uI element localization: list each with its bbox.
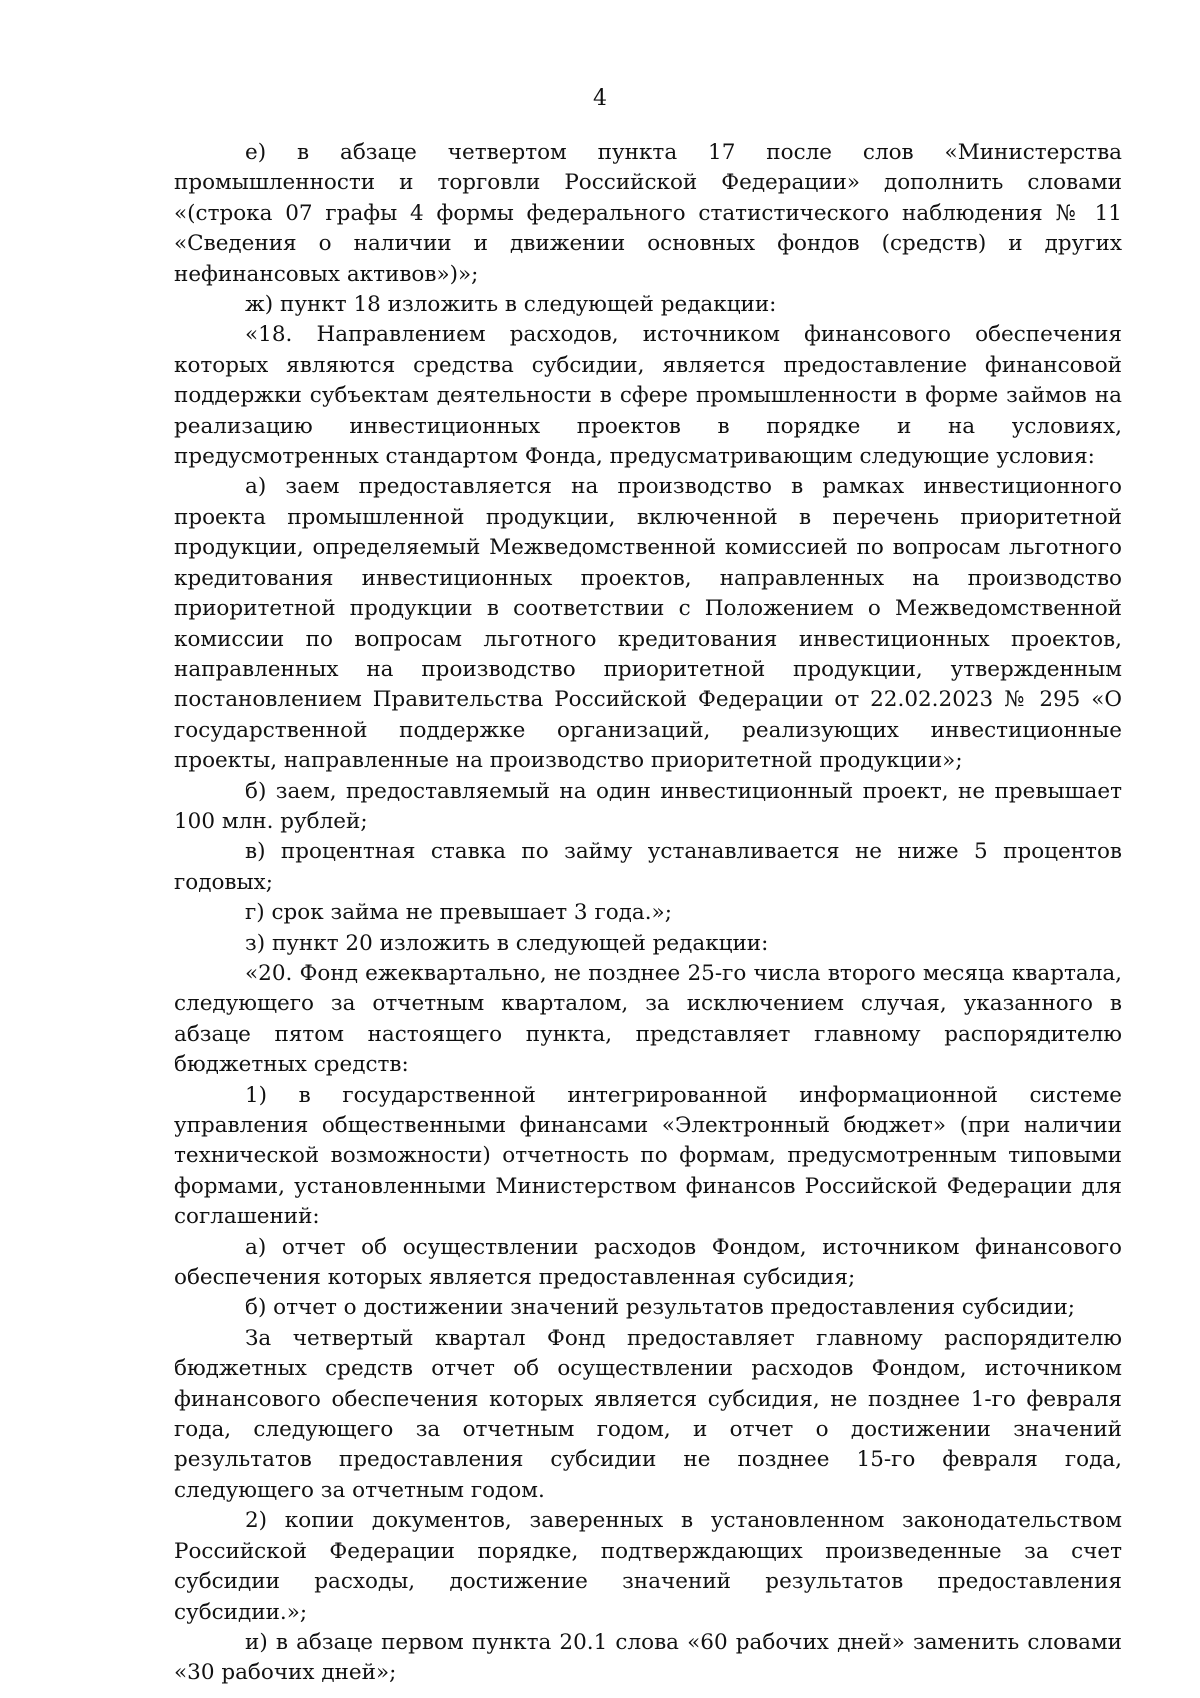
paragraph-item-1-reporting: 1) в государственной интегрированной информационной системе управления общественными финансами «Электронный бюджет» (при наличии технической возможности) отчетность по формам, предусмотренным типовыми формами, установленными Министерством финансов Российской Федерации для соглашений: [174, 1082, 1122, 1230]
paragraph-i-point-20-1: и) в абзаце первом пункта 20.1 слова «60 рабочих дней» заменить словами «30 рабочих дней»; [174, 1629, 1122, 1686]
document-body [174, 138, 1122, 1689]
paragraph-fourth-quarter: За четвертый квартал Фонд предоставляет главному распорядителю бюджетных средств отчет об осуществлении расходов Фондом, источником финансового обеспечения которых является субсидия, не позднее 1-го февраля года, следующего за отчетным годом, и отчет о достижении значений результатов предоставления субсидии не позднее 15-го февраля года, следующего за отчетным годом. [174, 1325, 1122, 1503]
paragraph-point-20-text: «20. Фонд ежеквартально, не позднее 25-го числа второго месяца квартала, следующего за отчетным кварталом, за исключением случая, указанного в абзаце пятом настоящего пункта, представляет главному распорядителю бюджетных средств: [174, 960, 1122, 1078]
paragraph-z-point-20-intro: з) пункт 20 изложить в следующей редакции: [245, 930, 769, 956]
paragraph-zh-point-18-intro: ж) пункт 18 изложить в следующей редакции: [245, 292, 777, 318]
paragraph-item-2-copies: 2) копии документов, заверенных в установленном законодательством Российской Федерации порядке, подтверждающих произведенные за счет субсидии расходы, достижение значений результатов предоставления субсидии.»; [174, 1508, 1122, 1625]
paragraph-report-b: б) отчет о достижении значений результатов предоставления субсидии; [245, 1295, 1076, 1321]
paragraph-point-18-text: «18. Направлением расходов, источником финансового обеспечения которых являются средства субсидии, является предоставление финансовой поддержки субъектам деятельности в сфере промышленности в форме займов на реализацию инвестиционных проектов в порядке и на условиях, предусмотренных стандартом Фонда, предусматривающим следующие условия: [174, 322, 1122, 470]
paragraph-condition-v: в) процентная ставка по займу устанавливается не ниже 5 процентов годовых; [174, 839, 1122, 895]
page-number: 4 [593, 86, 607, 111]
paragraph-condition-g: г) срок займа не превышает 3 года.»; [245, 900, 672, 926]
paragraph-report-a: а) отчет об осуществлении расходов Фондом, источником финансового обеспечения которых является предоставленная субсидия; [174, 1234, 1122, 1291]
paragraph-e-amendment-point-17: е) в абзаце четвертом пункта 17 после слов «Министерства промышленности и торговли Российской Федерации» дополнить словами «(строка 07 графы 4 формы федерального статистического наблюдения № 11 «Сведения о наличии и движении основных фондов (средств) и других нефинансовых активов»)»; [174, 140, 1122, 287]
paragraph-condition-a: а) заем предоставляется на производство в рамках инвестиционного проекта промышленной продукции, включенной в перечень приоритетной продукции, определяемый Межведомственной комиссией по вопросам льготного кредитования инвестиционных проектов, направленных на производство приоритетной продукции в соответствии с Положением о Межведомственной комиссии по вопросам льготного кредитования инвестиционных проектов, направленных на производство приоритетной продукции, утвержденным постановлением Правительства Российской Федерации от 22.02.2023 № 295 «О государственной поддержке организаций, реализующих инвестиционные проекты, направленные на производство приоритетной продукции»; [174, 474, 1122, 774]
paragraph-condition-b: б) заем, предоставляемый на один инвестиционный проект, не превышает 100 млн. рублей; [174, 778, 1122, 834]
